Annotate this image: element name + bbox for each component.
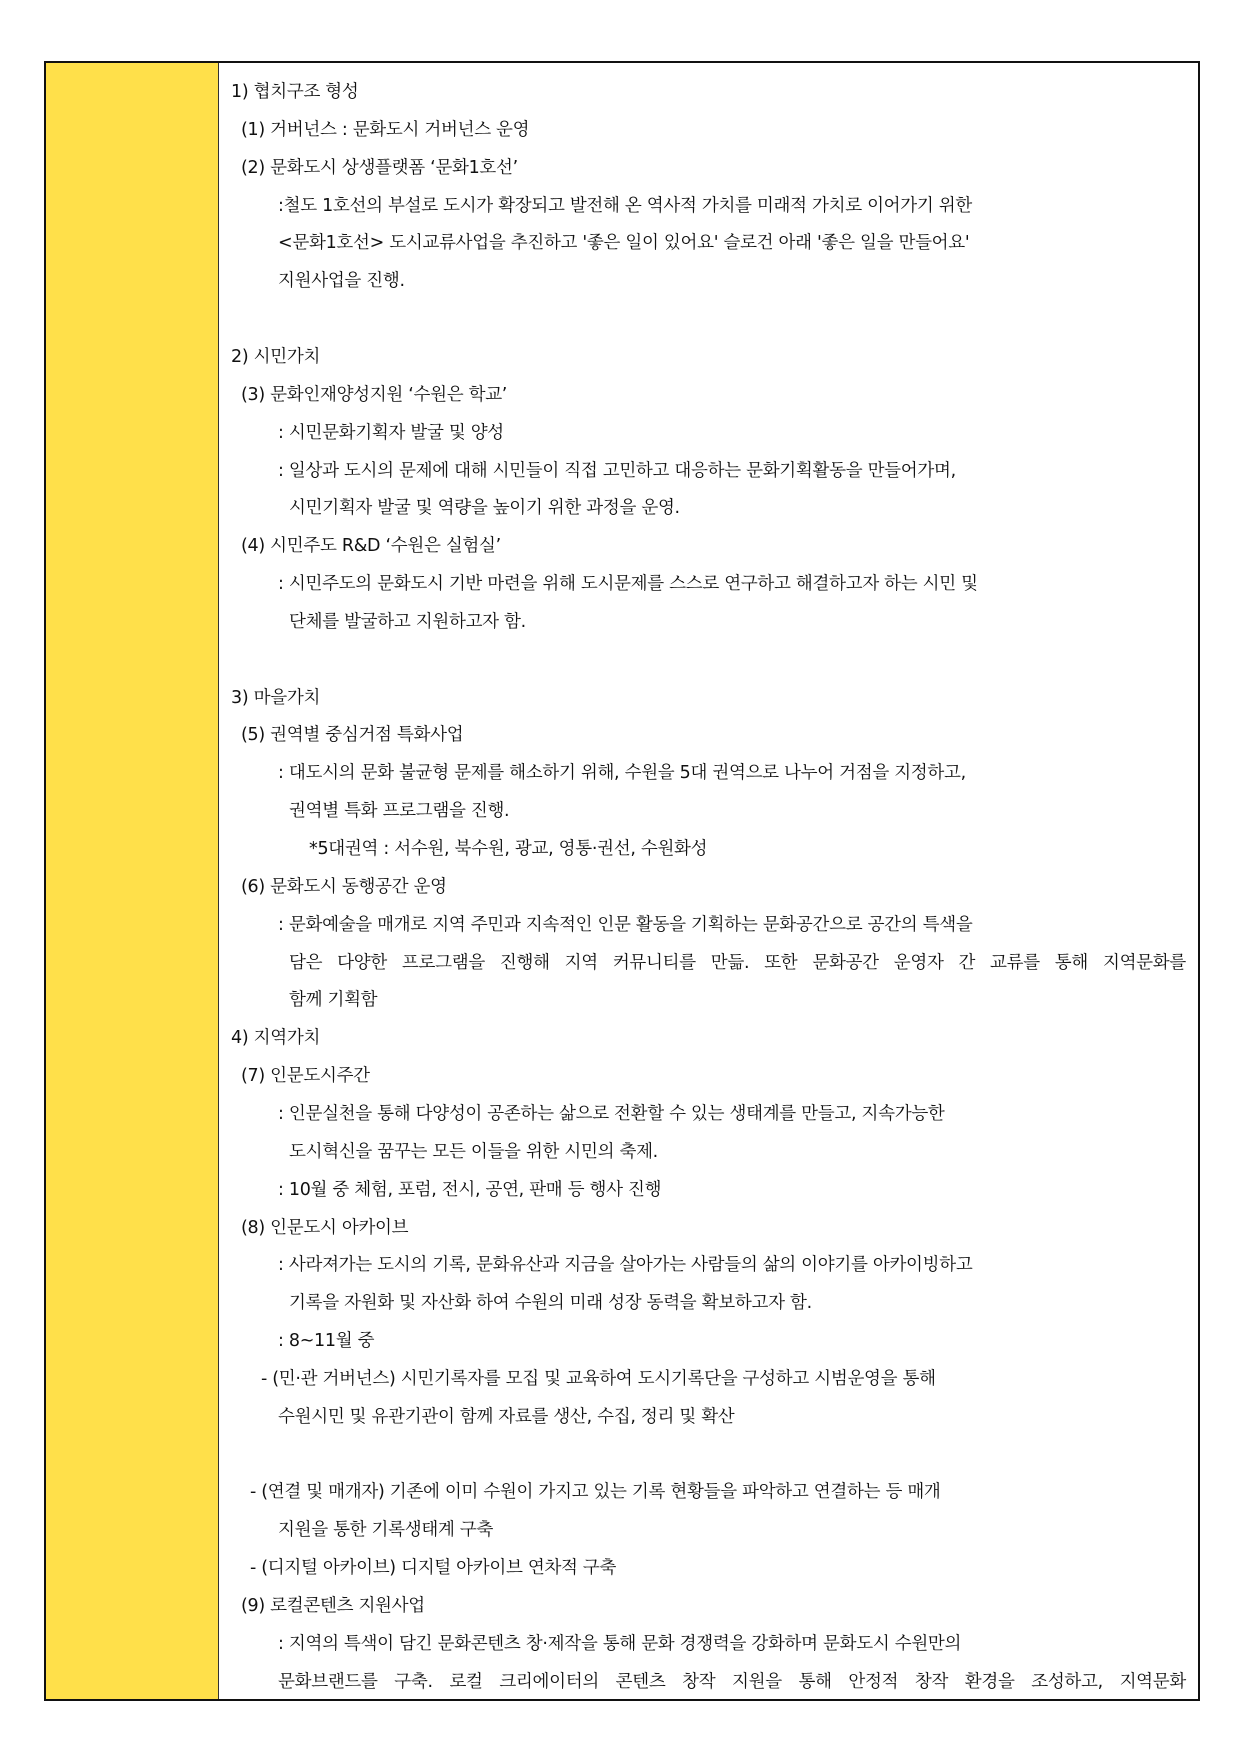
text-line-cont: 단체를 발굴하고 지원하고자 함. [289, 611, 526, 632]
text-line-dashcont: 지원을 통한 기록생태계 구축 [278, 1520, 494, 1541]
text-line-desc: : 시민주도의 문화도시 기반 마련을 위해 도시문제를 스스로 연구하고 해결하고자 하는 시민 및 [278, 574, 978, 595]
text-line-dash: - (민·관 거버넌스) 시민기록자를 모집 및 교육하여 도시기록단을 구성하고 시범운영을 통해 [261, 1368, 936, 1389]
text-line-dashcont: 수원시민 및 유관기관이 함께 자료를 생산, 수집, 정리 및 확산 [278, 1406, 735, 1427]
text-line-h2: (4) 시민주도 R&D ‘수원은 실험실’ [241, 536, 501, 557]
document-table [44, 61, 1200, 1701]
text-line-h2: (8) 인문도시 아카이브 [241, 1217, 409, 1238]
text-line-cont: 권역별 특화 프로그램을 진행. [289, 801, 510, 822]
text-line-h1: 4) 지역가치 [231, 1028, 321, 1049]
text-line-note: *5대권역 : 서수원, 북수원, 광교, 영통·권선, 수원화성 [309, 839, 708, 859]
text-line-h2: (6) 문화도시 동행공간 운영 [241, 876, 447, 897]
text-line-desc: : 8~11월 중 [278, 1331, 375, 1352]
text-line-desc: : 대도시의 문화 불균형 문제를 해소하기 위해, 수원을 5대 권역으로 나누어 거점을 지정하고, [278, 763, 966, 784]
text-line-desc: <문화1호선> 도시교류사업을 추진하고 '좋은 일이 있어요' 슬로건 아래 '좋은 일을 만들어요' [278, 233, 970, 254]
text-line-desc: : 10월 중 체험, 포럼, 전시, 공연, 판매 등 행사 진행 [278, 1179, 662, 1200]
text-line-h2: (1) 거버넌스 : 문화도시 거버넌스 운영 [241, 119, 530, 140]
text-line-cont: 기록을 자원화 및 자산화 하여 수원의 미래 성장 동력을 확보하고자 함. [289, 1293, 812, 1314]
text-line-desc: : 시민문화기획자 발굴 및 양성 [278, 422, 504, 443]
text-line-desc: : 일상과 도시의 문제에 대해 시민들이 직접 고민하고 대응하는 문화기획활동을 만들어가며, [278, 460, 956, 481]
text-line-cont: 담은 다양한 프로그램을 진행해 지역 커뮤니티를 만듦. 또한 문화공간 운영자 간 교류를 통해 지역문화를 [289, 952, 1186, 973]
text-line-h2: (3) 문화인재양성지원 ‘수원은 학교’ [241, 384, 508, 405]
text-line-h1: 2) 시민가치 [231, 346, 321, 367]
text-line-dash2: - (연결 및 매개자) 기존에 이미 수원이 가지고 있는 기록 현황들을 파악하고 연결하는 등 매개 [250, 1482, 941, 1503]
text-line-cont: 함께 기획함 [289, 990, 378, 1011]
text-line-dashcont: 문화브랜드를 구축. 로컬 크리에이터의 콘텐츠 창작 지원을 통해 안정적 창작 환경을 조성하고, 지역문화 [278, 1671, 1186, 1692]
text-line-desc: :철도 1호선의 부설로 도시가 확장되고 발전해 온 역사적 가치를 미래적 가치로 이어가기 위한 [278, 195, 972, 216]
text-line-desc: : 인문실천을 통해 다양성이 공존하는 삶으로 전환할 수 있는 생태계를 만들고, 지속가능한 [278, 1103, 945, 1124]
text-line-h2: (9) 로컬콘텐츠 지원사업 [241, 1596, 425, 1616]
text-line-dash2: - (디지털 아카이브) 디지털 아카이브 연차적 구축 [250, 1558, 617, 1579]
category-column [46, 63, 219, 1699]
text-line-h1: 1) 협치구조 형성 [231, 82, 359, 102]
text-line-cont: 도시혁신을 꿈꾸는 모든 이들을 위한 시민의 축제. [289, 1141, 658, 1162]
text-line-cont: 시민기획자 발굴 및 역량을 높이기 위한 과정을 운영. [289, 498, 680, 519]
text-line-desc: : 문화예술을 매개로 지역 주민과 지속적인 인문 활동을 기획하는 문화공간으로 공간의 특색을 [278, 914, 973, 935]
text-line-desc: 지원사업을 진행. [278, 271, 405, 292]
text-line-h2: (7) 인문도시주간 [241, 1066, 370, 1087]
text-line-desc: : 사라져가는 도시의 기록, 문화유산과 지금을 살아가는 사람들의 삶의 이야기를 아카이빙하고 [278, 1255, 973, 1276]
text-line-h2: (2) 문화도시 상생플랫폼 ‘문화1호선’ [241, 157, 518, 178]
text-line-desc: : 지역의 특색이 담긴 문화콘텐츠 창·제작을 통해 문화 경쟁력을 강화하며 문화도시 수원만의 [278, 1633, 962, 1654]
text-line-h1: 3) 마을가치 [231, 687, 321, 708]
text-line-h2: (5) 권역별 중심거점 특화사업 [241, 725, 464, 746]
